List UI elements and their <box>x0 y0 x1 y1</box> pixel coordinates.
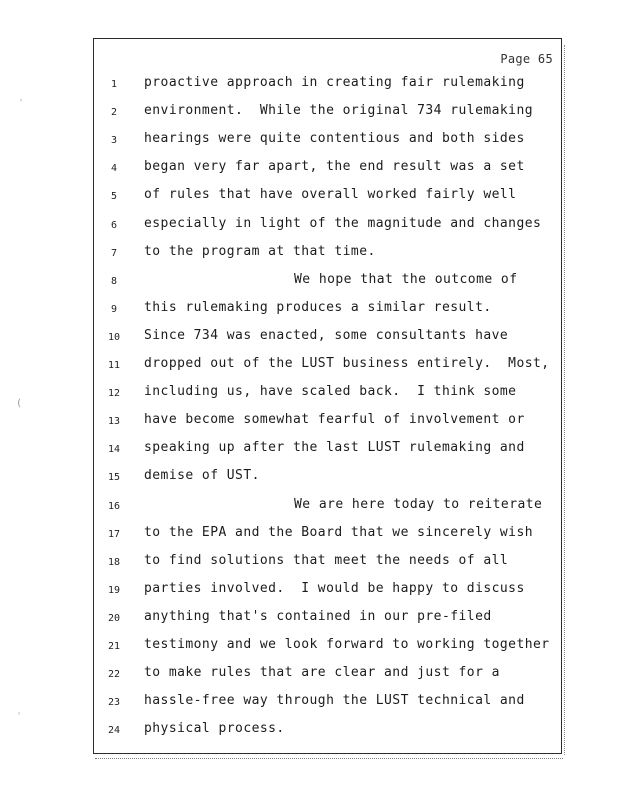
transcript-line <box>94 356 561 376</box>
line-text: have become somewhat fearful of involvement or <box>144 412 525 428</box>
transcript-line <box>94 300 561 320</box>
line-number: 11 <box>107 360 121 371</box>
transcript-line <box>94 328 561 348</box>
transcript-line <box>94 497 561 517</box>
transcript-line <box>94 103 561 123</box>
page-number: Page 65 <box>500 52 553 66</box>
transcript-line <box>94 131 561 151</box>
line-text: dropped out of the LUST business entirely. Most, <box>144 356 550 371</box>
line-text: to the EPA and the Board that we sincerely wish <box>144 524 534 540</box>
transcript-line <box>94 75 561 95</box>
line-number: 23 <box>107 697 121 709</box>
transcript-line <box>94 412 561 432</box>
transcript-line <box>94 637 561 657</box>
margin-mark: ( <box>16 398 23 409</box>
line-number: 24 <box>107 725 121 737</box>
line-number: 20 <box>107 612 121 624</box>
line-text: hassle-free way through the LUST technical and <box>144 693 525 709</box>
scan-right-edge <box>564 45 566 755</box>
transcript-line <box>94 468 561 488</box>
line-text: Since 734 was enacted, some consultants have <box>144 327 509 343</box>
line-number: 21 <box>107 641 121 652</box>
line-number: 12 <box>107 388 121 400</box>
line-number: 7 <box>110 247 118 259</box>
transcript-line <box>94 159 561 179</box>
line-text: especially in light of the magnitude and changes <box>144 215 542 231</box>
line-text: demise of UST. <box>144 468 260 484</box>
line-text: parties involved. I would be happy to discuss <box>144 580 525 596</box>
line-number: 8 <box>110 275 118 287</box>
line-text: including us, have scaled back. I think some <box>144 384 517 400</box>
line-number: 17 <box>107 528 121 540</box>
line-text: of rules that have overall worked fairly well <box>144 187 517 203</box>
line-text: speaking up after the last LUST rulemaking and <box>144 440 525 456</box>
transcript-line <box>94 665 561 685</box>
line-text: testimony and we look forward to working together <box>144 637 550 652</box>
line-number: 14 <box>107 444 121 456</box>
transcript-line <box>94 721 561 741</box>
scan-bottom-edge <box>95 758 563 760</box>
line-text: environment. While the original 734 rulemaking <box>144 103 534 119</box>
line-number: 22 <box>107 669 121 681</box>
transcript-line <box>94 187 561 207</box>
line-text: this rulemaking produces a similar result. <box>144 299 492 315</box>
line-text: to make rules that are clear and just for a <box>144 665 500 681</box>
line-number: 4 <box>110 163 118 175</box>
transcript-line <box>94 609 561 629</box>
line-text: to find solutions that meet the needs of all <box>144 552 509 568</box>
line-number: 9 <box>110 303 118 315</box>
line-text: to the program at that time. <box>144 243 376 259</box>
transcript-line <box>94 216 561 236</box>
transcript-line <box>94 693 561 713</box>
line-number: 1 <box>110 79 118 90</box>
line-number: 18 <box>107 556 121 568</box>
line-text: began very far apart, the end result was a set <box>144 159 525 175</box>
margin-mark: ˌ <box>18 92 25 103</box>
line-text: We are here today to reiterate <box>294 496 543 512</box>
transcript-line <box>94 581 561 601</box>
line-text: We hope that the outcome of <box>294 271 518 287</box>
transcript-line <box>94 525 561 545</box>
line-number: 5 <box>110 191 118 203</box>
line-number: 16 <box>107 500 121 512</box>
transcript-line <box>94 440 561 460</box>
line-text: proactive approach in creating fair rulemaking <box>144 75 525 90</box>
line-text: anything that's contained in our pre-filed <box>144 608 492 624</box>
margin-mark: ˌ <box>16 705 23 716</box>
line-number: 13 <box>107 416 121 428</box>
transcript-line <box>94 384 561 404</box>
line-number: 19 <box>107 584 121 596</box>
line-number: 10 <box>107 331 121 343</box>
line-number: 15 <box>107 472 121 484</box>
line-text: hearings were quite contentious and both sides <box>144 131 525 147</box>
transcript-line <box>94 553 561 573</box>
transcript-line <box>94 244 561 264</box>
line-number: 3 <box>110 135 118 147</box>
transcript-line <box>94 272 561 292</box>
line-text: physical process. <box>144 721 285 737</box>
line-number: 2 <box>110 107 118 119</box>
line-number: 6 <box>110 219 118 231</box>
transcript-page <box>93 38 562 754</box>
